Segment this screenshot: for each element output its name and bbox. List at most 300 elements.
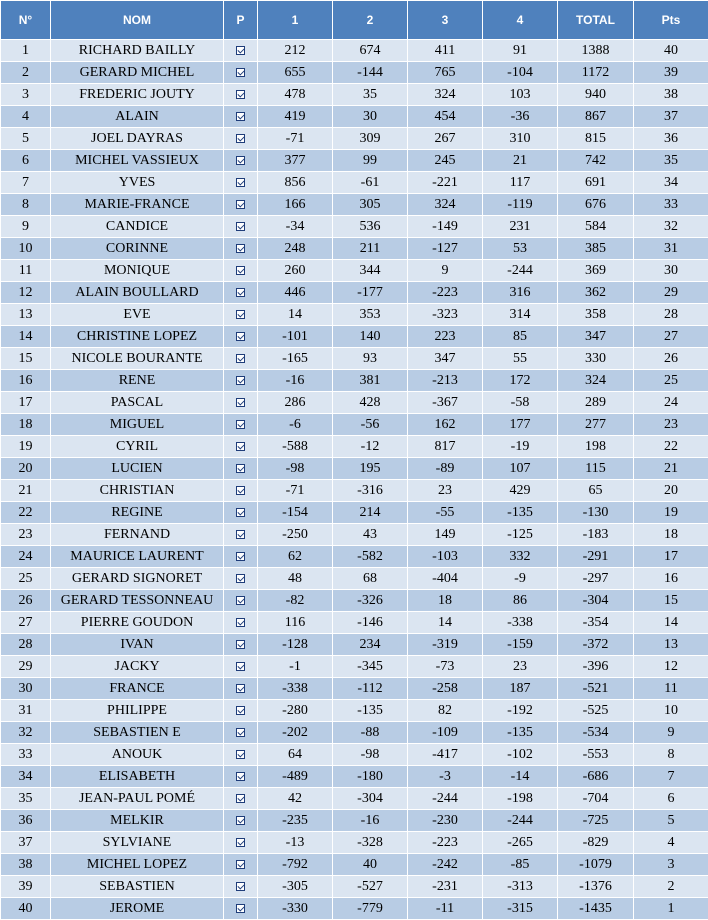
points-cell: 16 bbox=[634, 568, 708, 590]
checked-checkbox-icon[interactable] bbox=[236, 46, 245, 55]
present-cell[interactable] bbox=[224, 480, 258, 502]
present-cell[interactable] bbox=[224, 392, 258, 414]
rank-cell: 3 bbox=[1, 84, 51, 106]
round-1-cell: -1 bbox=[258, 656, 333, 678]
round-1-cell: 856 bbox=[258, 172, 333, 194]
round-4-cell: 172 bbox=[483, 370, 558, 392]
present-cell[interactable] bbox=[224, 700, 258, 722]
round-1-cell: -16 bbox=[258, 370, 333, 392]
total-cell: 358 bbox=[558, 304, 634, 326]
points-cell: 38 bbox=[634, 84, 708, 106]
total-cell: 385 bbox=[558, 238, 634, 260]
checked-checkbox-icon[interactable] bbox=[236, 684, 245, 693]
points-cell: 35 bbox=[634, 150, 708, 172]
round-1-cell: -250 bbox=[258, 524, 333, 546]
round-1-cell: 286 bbox=[258, 392, 333, 414]
total-cell: -372 bbox=[558, 634, 634, 656]
round-4-cell: 103 bbox=[483, 84, 558, 106]
checked-checkbox-icon[interactable] bbox=[236, 750, 245, 759]
round-3-cell: 324 bbox=[408, 194, 483, 216]
checked-checkbox-icon[interactable] bbox=[236, 156, 245, 165]
checked-checkbox-icon[interactable] bbox=[236, 640, 245, 649]
round-2-cell: 35 bbox=[333, 84, 408, 106]
total-cell: -521 bbox=[558, 678, 634, 700]
points-cell: 12 bbox=[634, 656, 708, 678]
round-3-cell: -242 bbox=[408, 854, 483, 876]
rank-cell: 9 bbox=[1, 216, 51, 238]
rank-cell: 37 bbox=[1, 832, 51, 854]
total-cell: -704 bbox=[558, 788, 634, 810]
round-2-cell: -582 bbox=[333, 546, 408, 568]
table-row bbox=[1, 40, 708, 62]
checked-checkbox-icon[interactable] bbox=[236, 310, 245, 319]
present-cell[interactable] bbox=[224, 326, 258, 348]
present-cell[interactable] bbox=[224, 678, 258, 700]
present-cell[interactable] bbox=[224, 172, 258, 194]
checked-checkbox-icon[interactable] bbox=[236, 134, 245, 143]
name-cell: CYRIL bbox=[51, 436, 224, 458]
present-cell[interactable] bbox=[224, 282, 258, 304]
rank-cell: 39 bbox=[1, 876, 51, 898]
header-total: TOTAL bbox=[558, 1, 634, 40]
checked-checkbox-icon[interactable] bbox=[236, 882, 245, 891]
round-2-cell: 214 bbox=[333, 502, 408, 524]
round-2-cell: -16 bbox=[333, 810, 408, 832]
checked-checkbox-icon[interactable] bbox=[236, 288, 245, 297]
round-3-cell: -319 bbox=[408, 634, 483, 656]
present-cell[interactable] bbox=[224, 40, 258, 62]
round-4-cell: 310 bbox=[483, 128, 558, 150]
present-cell[interactable] bbox=[224, 150, 258, 172]
round-3-cell: 267 bbox=[408, 128, 483, 150]
table-row bbox=[1, 634, 708, 656]
name-cell: SEBASTIEN bbox=[51, 876, 224, 898]
total-cell: 691 bbox=[558, 172, 634, 194]
header-present: P bbox=[224, 1, 258, 40]
name-cell: MAURICE LAURENT bbox=[51, 546, 224, 568]
round-2-cell: 353 bbox=[333, 304, 408, 326]
round-4-cell: -58 bbox=[483, 392, 558, 414]
checked-checkbox-icon[interactable] bbox=[236, 398, 245, 407]
present-cell[interactable] bbox=[224, 722, 258, 744]
round-2-cell: -144 bbox=[333, 62, 408, 84]
name-cell: REGINE bbox=[51, 502, 224, 524]
table-row bbox=[1, 370, 708, 392]
checked-checkbox-icon[interactable] bbox=[236, 266, 245, 275]
rank-cell: 14 bbox=[1, 326, 51, 348]
round-4-cell: 117 bbox=[483, 172, 558, 194]
present-cell[interactable] bbox=[224, 546, 258, 568]
present-cell[interactable] bbox=[224, 612, 258, 634]
round-1-cell: -202 bbox=[258, 722, 333, 744]
round-1-cell: 48 bbox=[258, 568, 333, 590]
round-4-cell: -313 bbox=[483, 876, 558, 898]
round-2-cell: 99 bbox=[333, 150, 408, 172]
name-cell: CHRISTINE LOPEZ bbox=[51, 326, 224, 348]
header-rank: N° bbox=[1, 1, 51, 40]
checked-checkbox-icon[interactable] bbox=[236, 222, 245, 231]
name-cell: SEBASTIEN E bbox=[51, 722, 224, 744]
points-cell: 28 bbox=[634, 304, 708, 326]
rank-cell: 16 bbox=[1, 370, 51, 392]
rank-cell: 30 bbox=[1, 678, 51, 700]
round-1-cell: 166 bbox=[258, 194, 333, 216]
checked-checkbox-icon[interactable] bbox=[236, 618, 245, 627]
checked-checkbox-icon[interactable] bbox=[236, 530, 245, 539]
present-cell[interactable] bbox=[224, 524, 258, 546]
round-2-cell: 381 bbox=[333, 370, 408, 392]
round-3-cell: -127 bbox=[408, 238, 483, 260]
round-4-cell: -36 bbox=[483, 106, 558, 128]
table-row bbox=[1, 414, 708, 436]
round-2-cell: -180 bbox=[333, 766, 408, 788]
name-cell: ELISABETH bbox=[51, 766, 224, 788]
total-cell: 362 bbox=[558, 282, 634, 304]
round-1-cell: 62 bbox=[258, 546, 333, 568]
points-cell: 9 bbox=[634, 722, 708, 744]
round-1-cell: 116 bbox=[258, 612, 333, 634]
round-2-cell: -345 bbox=[333, 656, 408, 678]
round-1-cell: -165 bbox=[258, 348, 333, 370]
round-4-cell: -159 bbox=[483, 634, 558, 656]
present-cell[interactable] bbox=[224, 128, 258, 150]
round-2-cell: -527 bbox=[333, 876, 408, 898]
round-2-cell: -146 bbox=[333, 612, 408, 634]
round-3-cell: -223 bbox=[408, 282, 483, 304]
present-cell[interactable] bbox=[224, 304, 258, 326]
present-cell[interactable] bbox=[224, 854, 258, 876]
round-2-cell: -61 bbox=[333, 172, 408, 194]
round-4-cell: 23 bbox=[483, 656, 558, 678]
present-cell[interactable] bbox=[224, 832, 258, 854]
round-4-cell: -338 bbox=[483, 612, 558, 634]
rank-cell: 13 bbox=[1, 304, 51, 326]
total-cell: 347 bbox=[558, 326, 634, 348]
round-3-cell: -244 bbox=[408, 788, 483, 810]
present-cell[interactable] bbox=[224, 370, 258, 392]
points-cell: 23 bbox=[634, 414, 708, 436]
round-4-cell: 107 bbox=[483, 458, 558, 480]
name-cell: LUCIEN bbox=[51, 458, 224, 480]
points-cell: 40 bbox=[634, 40, 708, 62]
round-3-cell: 149 bbox=[408, 524, 483, 546]
total-cell: -396 bbox=[558, 656, 634, 678]
round-3-cell: 18 bbox=[408, 590, 483, 612]
total-cell: -829 bbox=[558, 832, 634, 854]
points-cell: 31 bbox=[634, 238, 708, 260]
name-cell: PHILIPPE bbox=[51, 700, 224, 722]
table-row bbox=[1, 282, 708, 304]
present-cell[interactable] bbox=[224, 568, 258, 590]
round-1-cell: -489 bbox=[258, 766, 333, 788]
round-4-cell: 187 bbox=[483, 678, 558, 700]
total-cell: 867 bbox=[558, 106, 634, 128]
checked-checkbox-icon[interactable] bbox=[236, 420, 245, 429]
round-1-cell: -280 bbox=[258, 700, 333, 722]
round-3-cell: -109 bbox=[408, 722, 483, 744]
round-4-cell: -125 bbox=[483, 524, 558, 546]
table-row bbox=[1, 612, 708, 634]
rank-cell: 29 bbox=[1, 656, 51, 678]
round-3-cell: -103 bbox=[408, 546, 483, 568]
round-3-cell: 454 bbox=[408, 106, 483, 128]
total-cell: 940 bbox=[558, 84, 634, 106]
round-3-cell: -223 bbox=[408, 832, 483, 854]
round-1-cell: 446 bbox=[258, 282, 333, 304]
present-cell[interactable] bbox=[224, 744, 258, 766]
round-4-cell: -265 bbox=[483, 832, 558, 854]
round-2-cell: 428 bbox=[333, 392, 408, 414]
round-1-cell: -338 bbox=[258, 678, 333, 700]
name-cell: CANDICE bbox=[51, 216, 224, 238]
points-cell: 22 bbox=[634, 436, 708, 458]
round-2-cell: -326 bbox=[333, 590, 408, 612]
rank-cell: 33 bbox=[1, 744, 51, 766]
checked-checkbox-icon[interactable] bbox=[236, 486, 245, 495]
name-cell: YVES bbox=[51, 172, 224, 194]
present-cell[interactable] bbox=[224, 436, 258, 458]
round-2-cell: 309 bbox=[333, 128, 408, 150]
total-cell: 289 bbox=[558, 392, 634, 414]
round-1-cell: -330 bbox=[258, 898, 333, 920]
round-3-cell: 765 bbox=[408, 62, 483, 84]
name-cell: MIGUEL bbox=[51, 414, 224, 436]
present-cell[interactable] bbox=[224, 656, 258, 678]
table-row bbox=[1, 678, 708, 700]
present-cell[interactable] bbox=[224, 766, 258, 788]
table-row bbox=[1, 766, 708, 788]
table-row bbox=[1, 150, 708, 172]
points-cell: 1 bbox=[634, 898, 708, 920]
present-cell[interactable] bbox=[224, 238, 258, 260]
round-4-cell: -198 bbox=[483, 788, 558, 810]
round-2-cell: -56 bbox=[333, 414, 408, 436]
round-3-cell: -55 bbox=[408, 502, 483, 524]
total-cell: 1172 bbox=[558, 62, 634, 84]
name-cell: EVE bbox=[51, 304, 224, 326]
points-cell: 8 bbox=[634, 744, 708, 766]
checked-checkbox-icon[interactable] bbox=[236, 860, 245, 869]
name-cell: FRANCE bbox=[51, 678, 224, 700]
table-row bbox=[1, 832, 708, 854]
checked-checkbox-icon[interactable] bbox=[236, 354, 245, 363]
checked-checkbox-icon[interactable] bbox=[236, 552, 245, 561]
checked-checkbox-icon[interactable] bbox=[236, 838, 245, 847]
total-cell: 324 bbox=[558, 370, 634, 392]
table-row bbox=[1, 722, 708, 744]
name-cell: JEAN-PAUL POMÉ bbox=[51, 788, 224, 810]
round-1-cell: -13 bbox=[258, 832, 333, 854]
points-cell: 37 bbox=[634, 106, 708, 128]
points-cell: 19 bbox=[634, 502, 708, 524]
total-cell: 198 bbox=[558, 436, 634, 458]
table-row bbox=[1, 304, 708, 326]
round-2-cell: 305 bbox=[333, 194, 408, 216]
present-cell[interactable] bbox=[224, 260, 258, 282]
name-cell: MELKIR bbox=[51, 810, 224, 832]
total-cell: -297 bbox=[558, 568, 634, 590]
rank-cell: 28 bbox=[1, 634, 51, 656]
checked-checkbox-icon[interactable] bbox=[236, 178, 245, 187]
checked-checkbox-icon[interactable] bbox=[236, 112, 245, 121]
round-1-cell: 64 bbox=[258, 744, 333, 766]
present-cell[interactable] bbox=[224, 590, 258, 612]
points-cell: 20 bbox=[634, 480, 708, 502]
round-1-cell: -128 bbox=[258, 634, 333, 656]
total-cell: -1376 bbox=[558, 876, 634, 898]
total-cell: 277 bbox=[558, 414, 634, 436]
points-cell: 21 bbox=[634, 458, 708, 480]
present-cell[interactable] bbox=[224, 876, 258, 898]
round-3-cell: -213 bbox=[408, 370, 483, 392]
checked-checkbox-icon[interactable] bbox=[236, 508, 245, 517]
present-cell[interactable] bbox=[224, 62, 258, 84]
round-4-cell: 231 bbox=[483, 216, 558, 238]
checked-checkbox-icon[interactable] bbox=[236, 244, 245, 253]
checked-checkbox-icon[interactable] bbox=[236, 464, 245, 473]
checked-checkbox-icon[interactable] bbox=[236, 68, 245, 77]
round-4-cell: 316 bbox=[483, 282, 558, 304]
table-row bbox=[1, 656, 708, 678]
rank-cell: 40 bbox=[1, 898, 51, 920]
name-cell: FERNAND bbox=[51, 524, 224, 546]
round-2-cell: 536 bbox=[333, 216, 408, 238]
points-cell: 30 bbox=[634, 260, 708, 282]
present-cell[interactable] bbox=[224, 788, 258, 810]
round-2-cell: 140 bbox=[333, 326, 408, 348]
present-cell[interactable] bbox=[224, 216, 258, 238]
round-1-cell: 260 bbox=[258, 260, 333, 282]
name-cell: CORINNE bbox=[51, 238, 224, 260]
round-1-cell: 377 bbox=[258, 150, 333, 172]
round-3-cell: 223 bbox=[408, 326, 483, 348]
checked-checkbox-icon[interactable] bbox=[236, 442, 245, 451]
round-3-cell: 82 bbox=[408, 700, 483, 722]
present-cell[interactable] bbox=[224, 414, 258, 436]
header-round-1: 1 bbox=[258, 1, 333, 40]
points-cell: 5 bbox=[634, 810, 708, 832]
total-cell: 330 bbox=[558, 348, 634, 370]
round-4-cell: -102 bbox=[483, 744, 558, 766]
total-cell: -553 bbox=[558, 744, 634, 766]
rank-cell: 4 bbox=[1, 106, 51, 128]
round-2-cell: 40 bbox=[333, 854, 408, 876]
rank-cell: 35 bbox=[1, 788, 51, 810]
round-3-cell: -231 bbox=[408, 876, 483, 898]
present-cell[interactable] bbox=[224, 898, 258, 920]
points-cell: 25 bbox=[634, 370, 708, 392]
rank-cell: 7 bbox=[1, 172, 51, 194]
table-row bbox=[1, 810, 708, 832]
checked-checkbox-icon[interactable] bbox=[236, 904, 245, 913]
name-cell: RENE bbox=[51, 370, 224, 392]
round-4-cell: -135 bbox=[483, 502, 558, 524]
rank-cell: 23 bbox=[1, 524, 51, 546]
header-round-2: 2 bbox=[333, 1, 408, 40]
round-1-cell: -71 bbox=[258, 480, 333, 502]
round-1-cell: -235 bbox=[258, 810, 333, 832]
points-cell: 33 bbox=[634, 194, 708, 216]
checked-checkbox-icon[interactable] bbox=[236, 772, 245, 781]
round-2-cell: -316 bbox=[333, 480, 408, 502]
round-4-cell: -192 bbox=[483, 700, 558, 722]
rank-cell: 6 bbox=[1, 150, 51, 172]
present-cell[interactable] bbox=[224, 348, 258, 370]
points-cell: 36 bbox=[634, 128, 708, 150]
round-2-cell: -112 bbox=[333, 678, 408, 700]
round-2-cell: -304 bbox=[333, 788, 408, 810]
checked-checkbox-icon[interactable] bbox=[236, 574, 245, 583]
round-1-cell: 419 bbox=[258, 106, 333, 128]
checked-checkbox-icon[interactable] bbox=[236, 816, 245, 825]
checked-checkbox-icon[interactable] bbox=[236, 706, 245, 715]
total-cell: 584 bbox=[558, 216, 634, 238]
name-cell: IVAN bbox=[51, 634, 224, 656]
round-4-cell: -9 bbox=[483, 568, 558, 590]
checked-checkbox-icon[interactable] bbox=[236, 662, 245, 671]
round-3-cell: 14 bbox=[408, 612, 483, 634]
present-cell[interactable] bbox=[224, 634, 258, 656]
table-row bbox=[1, 238, 708, 260]
total-cell: -686 bbox=[558, 766, 634, 788]
table-row bbox=[1, 876, 708, 898]
round-2-cell: -88 bbox=[333, 722, 408, 744]
points-cell: 2 bbox=[634, 876, 708, 898]
points-cell: 15 bbox=[634, 590, 708, 612]
round-4-cell: -119 bbox=[483, 194, 558, 216]
rank-cell: 1 bbox=[1, 40, 51, 62]
round-1-cell: -98 bbox=[258, 458, 333, 480]
checked-checkbox-icon[interactable] bbox=[236, 596, 245, 605]
round-3-cell: -230 bbox=[408, 810, 483, 832]
checked-checkbox-icon[interactable] bbox=[236, 200, 245, 209]
checked-checkbox-icon[interactable] bbox=[236, 332, 245, 341]
total-cell: 742 bbox=[558, 150, 634, 172]
round-4-cell: 177 bbox=[483, 414, 558, 436]
round-2-cell: -135 bbox=[333, 700, 408, 722]
present-cell[interactable] bbox=[224, 502, 258, 524]
round-1-cell: -792 bbox=[258, 854, 333, 876]
round-3-cell: -89 bbox=[408, 458, 483, 480]
round-1-cell: -82 bbox=[258, 590, 333, 612]
table-row bbox=[1, 84, 708, 106]
checked-checkbox-icon[interactable] bbox=[236, 90, 245, 99]
round-3-cell: 162 bbox=[408, 414, 483, 436]
round-2-cell: 43 bbox=[333, 524, 408, 546]
round-4-cell: 53 bbox=[483, 238, 558, 260]
present-cell[interactable] bbox=[224, 106, 258, 128]
table-row bbox=[1, 788, 708, 810]
present-cell[interactable] bbox=[224, 458, 258, 480]
name-cell: CHRISTIAN bbox=[51, 480, 224, 502]
checked-checkbox-icon[interactable] bbox=[236, 794, 245, 803]
round-4-cell: -14 bbox=[483, 766, 558, 788]
checked-checkbox-icon[interactable] bbox=[236, 728, 245, 737]
present-cell[interactable] bbox=[224, 194, 258, 216]
total-cell: 65 bbox=[558, 480, 634, 502]
round-3-cell: -149 bbox=[408, 216, 483, 238]
name-cell: MICHEL VASSIEUX bbox=[51, 150, 224, 172]
rank-cell: 19 bbox=[1, 436, 51, 458]
total-cell: -1079 bbox=[558, 854, 634, 876]
present-cell[interactable] bbox=[224, 810, 258, 832]
present-cell[interactable] bbox=[224, 84, 258, 106]
points-cell: 24 bbox=[634, 392, 708, 414]
checked-checkbox-icon[interactable] bbox=[236, 376, 245, 385]
total-cell: 676 bbox=[558, 194, 634, 216]
table-row bbox=[1, 568, 708, 590]
header-name: NOM bbox=[51, 1, 224, 40]
